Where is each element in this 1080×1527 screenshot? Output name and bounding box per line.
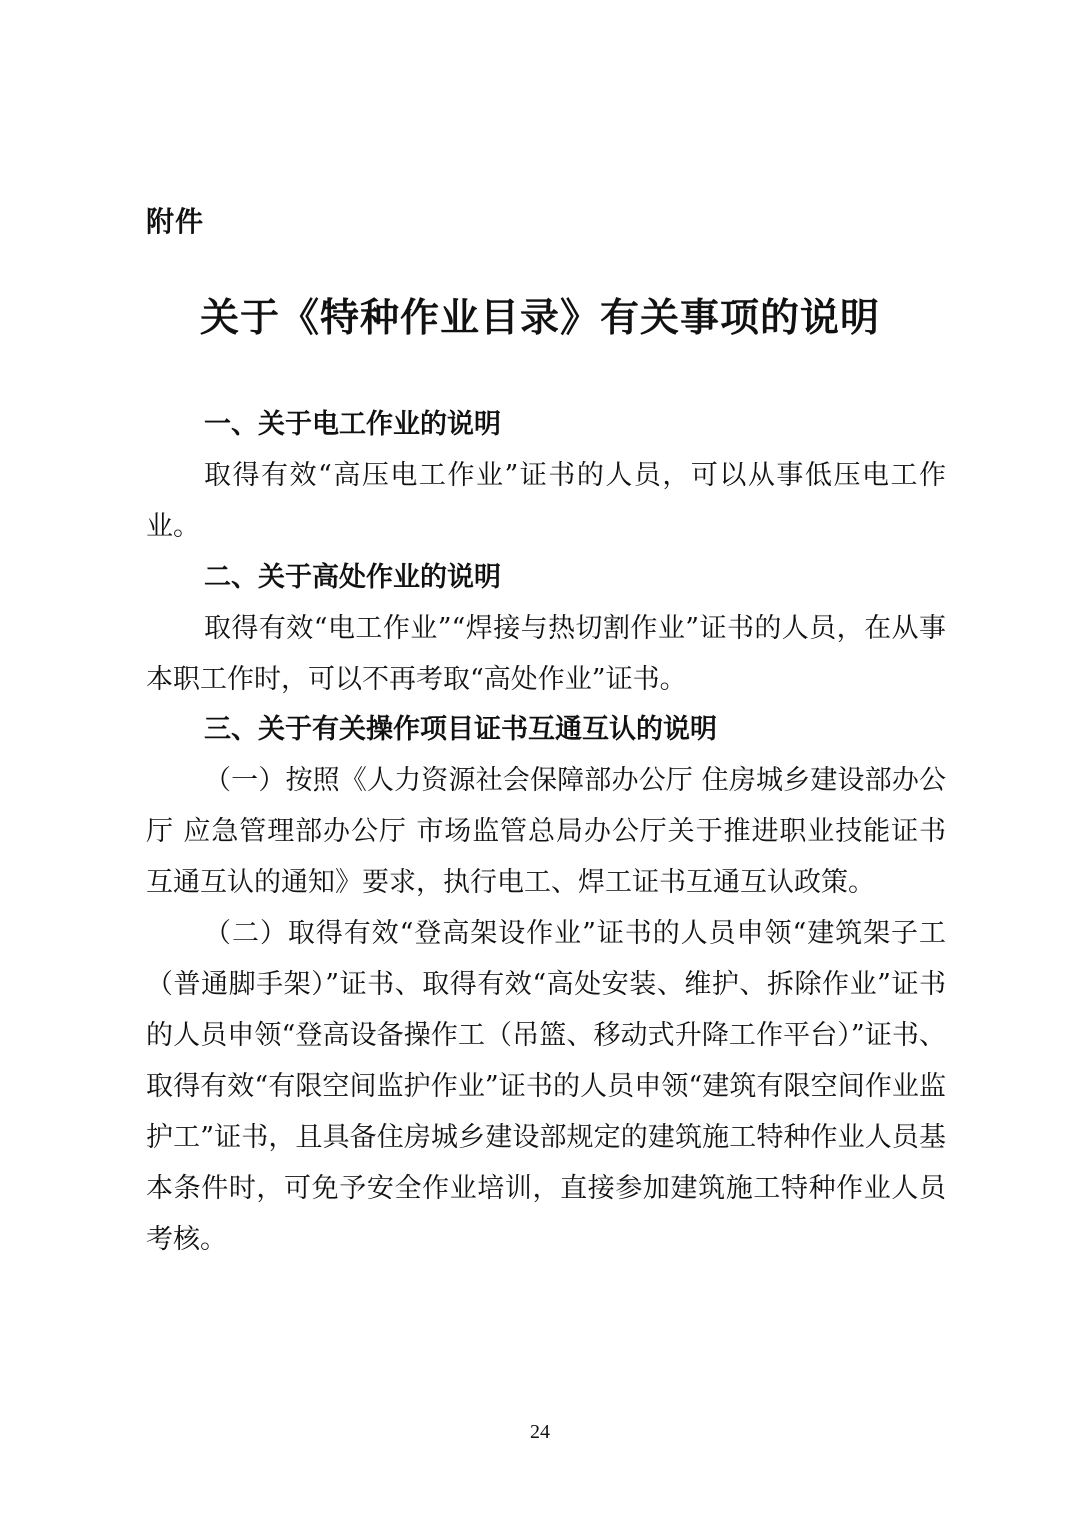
paragraph-height-work: 取得有效“电工作业”“焊接与热切割作业”证书的人员，在从事本职工作时，可以不再考取“高处作业”证书。 (146, 612, 946, 695)
section-heading-electrical: 一、关于电工作业的说明 (204, 409, 501, 440)
section-heading-certificate-mutual-recognition: 三、关于有关操作项目证书互通互认的说明 (204, 714, 717, 746)
document-body (146, 400, 946, 1265)
section-heading-height-work: 二、关于高处作业的说明 (204, 561, 501, 593)
attachment-label: 附件 (146, 205, 205, 238)
page-number: 24 (530, 1421, 550, 1443)
paragraph-electrical: 取得有效“高压电工作业”证书的人员，可以从事低压电工作业。 (146, 459, 946, 542)
paragraph-mutual-recognition-2: （二）取得有效“登高架设作业”证书的人员申领“建筑架子工（普通脚手架）”证书、取得有效“高处安装、维护、拆除作业”证书的人员申领“登高设备操作工（吊篮、移动式升降工作平台）”证书、取得有效“有限空间监护作业”证书的人员申领“建筑有限空间作业监护工”证书，且具备住房城乡建设部规定的建筑施工特种作业人员基本条件时，可免予安全作业培训，直接参加建筑施工特种作业人员考核。 (146, 918, 946, 1255)
paragraph-mutual-recognition-1: （一）按照《人力资源社会保障部办公厅 住房城乡建设部办公厅 应急管理部办公厅 市场监管总局办公厅关于推进职业技能证书互通互认的通知》要求，执行电工、焊工证书互通互认政策。 (146, 765, 946, 899)
document-title: 关于《特种作业目录》有关事项的说明 (199, 296, 880, 341)
